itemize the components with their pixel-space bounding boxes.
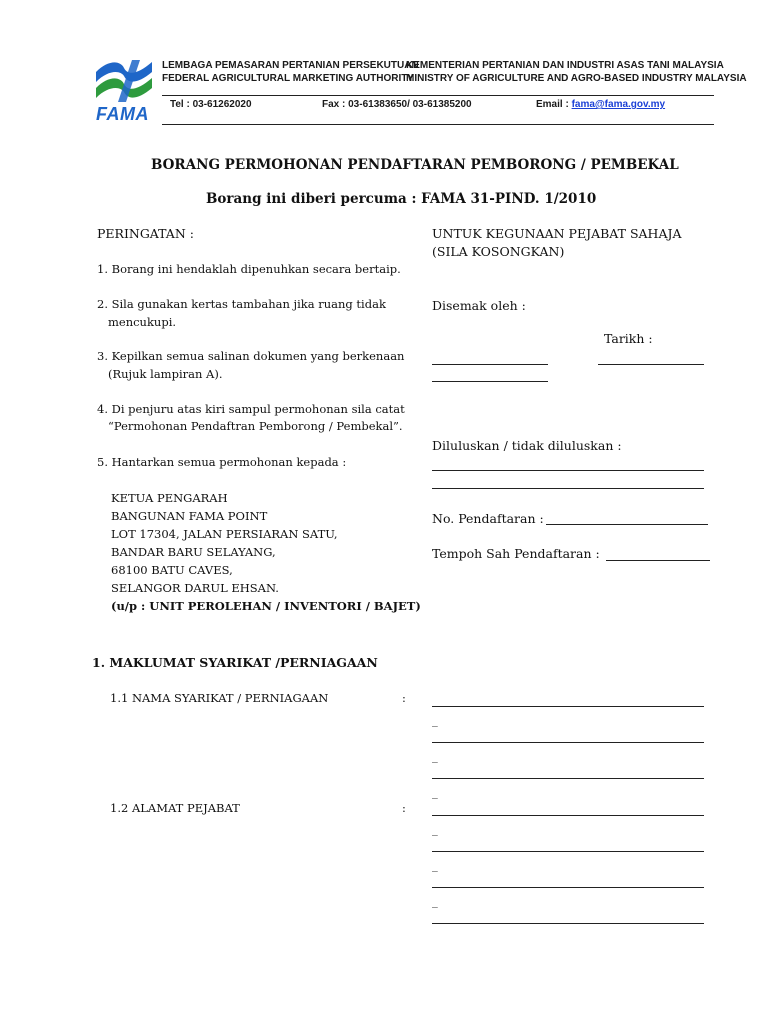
checked-by-label: Disemak oleh : [432, 298, 526, 313]
attention-line: (u/p : UNIT PEROLEHAN / INVENTORI / BAJET) [111, 599, 421, 613]
checked-by-field-2[interactable] [432, 381, 548, 382]
address-line: 68100 BATU CAVES, [111, 563, 233, 577]
field-continuation: _ [432, 858, 438, 872]
email-label: Email : [536, 99, 572, 110]
reg-no-label: No. Pendaftaran : [432, 511, 544, 526]
validity-label: Tempoh Sah Pendaftaran : [432, 546, 600, 561]
warning-item-4-line1: 4. Di penjuru atas kiri sampul permohonan sila catat [97, 402, 405, 416]
warning-item-5: 5. Hantarkan semua permohonan kepada : [97, 455, 347, 469]
field-continuation: _ [432, 822, 438, 836]
warning-item-2-line2: mencukupi. [108, 315, 177, 329]
office-address-colon: : [402, 801, 406, 815]
address-line: KETUA PENGARAH [111, 491, 228, 505]
company-name-colon: : [402, 691, 406, 705]
company-name-field[interactable] [432, 706, 704, 707]
warnings-heading: PERINGATAN : [97, 226, 194, 241]
office-address-field[interactable] [432, 851, 704, 852]
form-title: BORANG PERMOHONAN PENDAFTARAN PEMBORONG / PEMBEKAL [151, 157, 679, 173]
company-name-label: 1.1 NAMA SYARIKAT / PERNIAGAAN [110, 691, 329, 705]
tel-text: Tel : 03-61262020 [170, 99, 252, 110]
ministry-name-en: MINISTRY OF AGRICULTURE AND AGRO-BASED INDUSTRY MALAYSIA [406, 73, 747, 84]
approval-field[interactable] [432, 470, 704, 471]
validity-field[interactable] [606, 560, 710, 561]
office-address-field[interactable] [432, 923, 704, 924]
company-name-field[interactable] [432, 742, 704, 743]
fama-logo-icon [94, 58, 154, 104]
office-address-field[interactable] [432, 815, 704, 816]
fax-text: Fax : 03-61383650/ 03-61385200 [322, 99, 472, 110]
date-label: Tarikh : [604, 331, 653, 346]
warning-item-2-line1: 2. Sila gunakan kertas tambahan jika ruang tidak [97, 297, 386, 311]
approval-field-2[interactable] [432, 488, 704, 489]
agency-name-ms: LEMBAGA PEMASARAN PERTANIAN PERSEKUTUAN [162, 60, 419, 71]
office-address-field[interactable] [432, 887, 704, 888]
office-use-subheading: (SILA KOSONGKAN) [432, 244, 565, 259]
warning-item-4-line2: “Permohonan Pendaftran Pemborong / Pembekal”. [108, 419, 403, 433]
office-address-label: 1.2 ALAMAT PEJABAT [110, 801, 240, 815]
warning-item-1: 1. Borang ini hendaklah dipenuhkan secara bertaip. [97, 262, 401, 276]
email-link[interactable]: fama@fama.gov.my [571, 99, 666, 110]
address-line: SELANGOR DARUL EHSAN. [111, 581, 279, 595]
reg-no-field[interactable] [546, 524, 708, 525]
date-field[interactable] [598, 364, 704, 365]
checked-by-field[interactable] [432, 364, 548, 365]
agency-name-en: FEDERAL AGRICULTURAL MARKETING AUTHORITY [162, 73, 415, 84]
field-continuation: _ [432, 894, 438, 908]
address-line: BANDAR BARU SELAYANG, [111, 545, 276, 559]
warning-item-3-line2: (Rujuk lampiran A). [108, 367, 223, 381]
section-1-heading: 1. MAKLUMAT SYARIKAT /PERNIAGAAN [92, 655, 378, 670]
fama-logo [94, 58, 154, 124]
office-use-heading: UNTUK KEGUNAAN PEJABAT SAHAJA [432, 226, 682, 241]
company-name-field[interactable] [432, 778, 704, 779]
email-row [536, 99, 665, 110]
field-continuation: _ [432, 749, 438, 763]
address-line: LOT 17304, JALAN PERSIARAN SATU, [111, 527, 338, 541]
approval-label: Diluluskan / tidak diluluskan : [432, 438, 622, 453]
header-divider-bottom [162, 124, 714, 125]
warning-item-3-line1: 3. Kepilkan semua salinan dokumen yang berkenaan [97, 349, 405, 363]
header-divider-top [162, 95, 714, 96]
field-continuation: _ [432, 713, 438, 727]
field-continuation: _ [432, 785, 438, 799]
form-subtitle: Borang ini diberi percuma : FAMA 31-PIND. 1/2010 [206, 191, 597, 207]
logo-text: FAMA [96, 104, 149, 124]
ministry-name-ms: KEMENTERIAN PERTANIAN DAN INDUSTRI ASAS TANI MALAYSIA [406, 60, 724, 71]
address-line: BANGUNAN FAMA POINT [111, 509, 268, 523]
